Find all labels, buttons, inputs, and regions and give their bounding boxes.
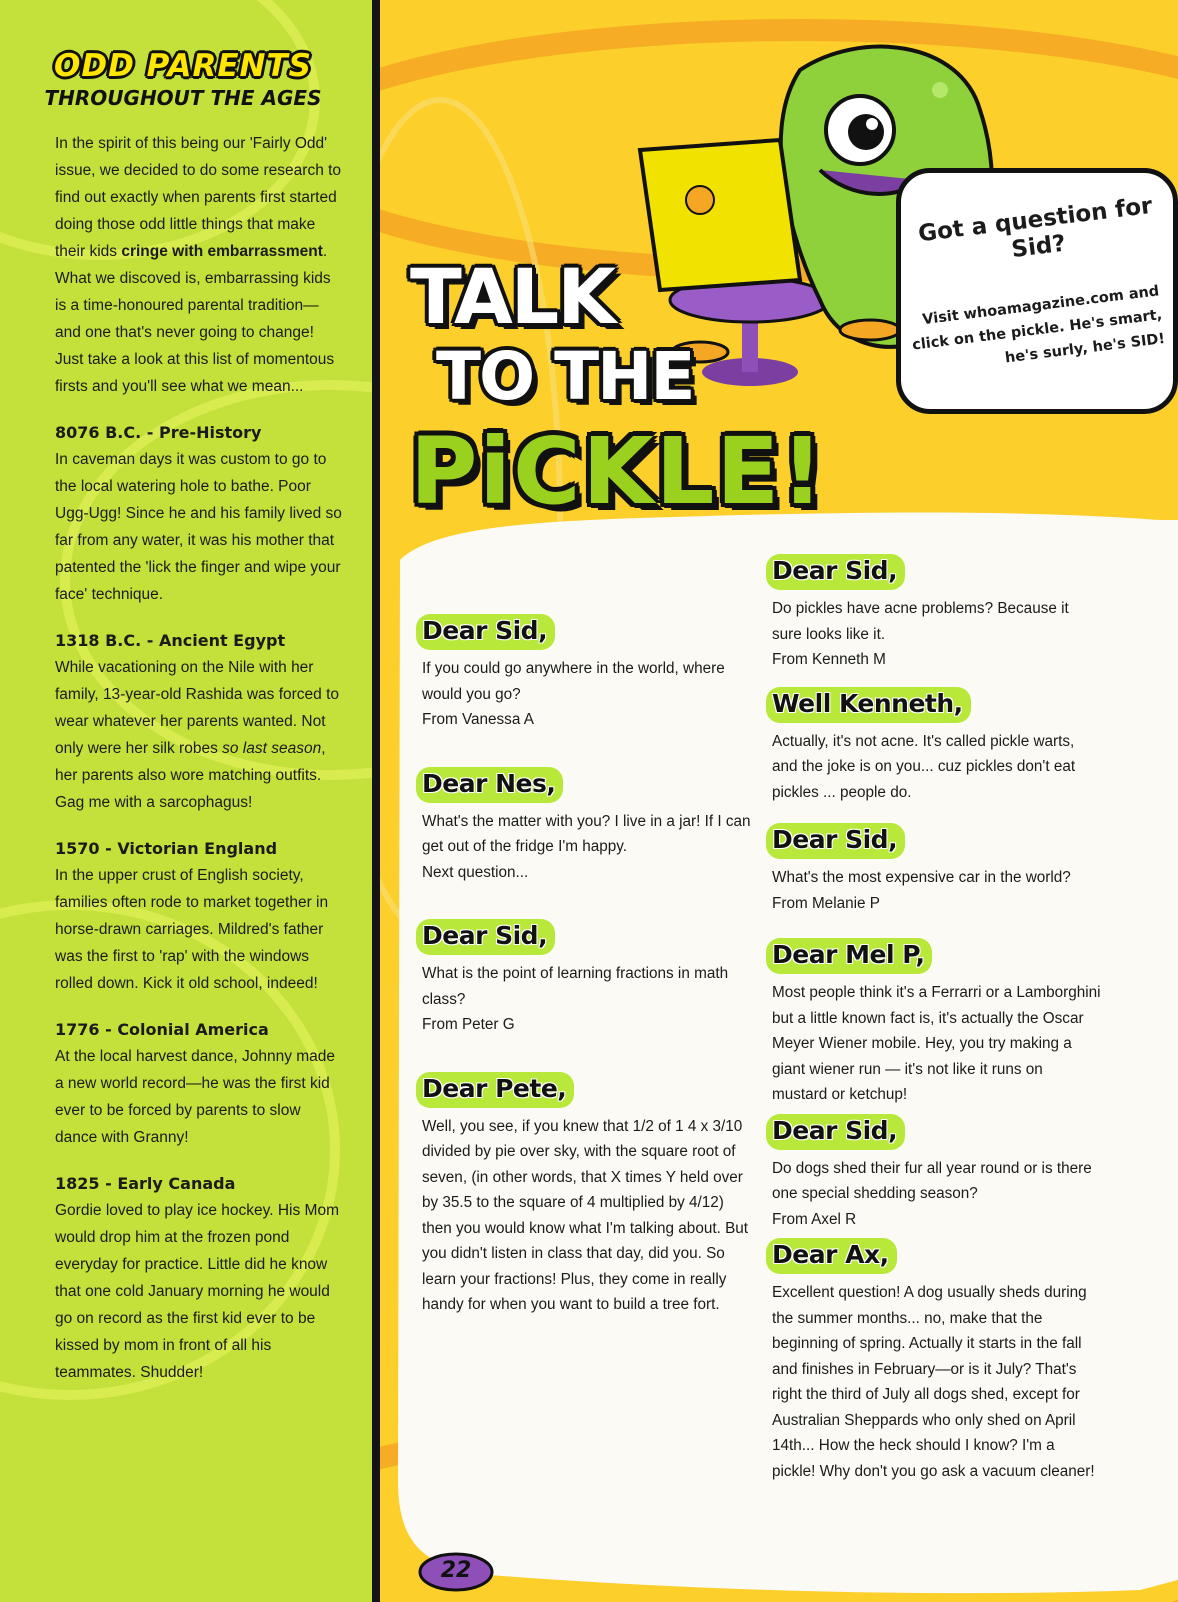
letters-column-right bbox=[772, 554, 1102, 1484]
section-text: While vacationing on the Nile with her family, 13-year-old Rashida was forced to wear whatever her parents wanted. Not only were her silk robes so last season, her parents also wore matching outfits. Gag me with a sarcophagus! bbox=[55, 659, 340, 811]
title-to-the: TO THE bbox=[436, 338, 694, 415]
letter bbox=[772, 1114, 1102, 1233]
letter-salutation: Dear Mel P, bbox=[766, 938, 932, 974]
title-talk: TALK bbox=[410, 252, 615, 341]
letter-salutation: Dear Sid, bbox=[416, 614, 555, 650]
bubble-question: Got a question for Sid? bbox=[916, 192, 1154, 264]
sidebar-odd-parents bbox=[0, 0, 372, 1602]
letter-salutation: Dear Sid, bbox=[766, 823, 905, 859]
letter-text: What's the most expensive car in the world? bbox=[772, 869, 1071, 886]
section-heading: 1318 B.C. - Ancient Egypt bbox=[55, 631, 286, 650]
letters-column-left bbox=[422, 614, 752, 1318]
letter-from: From Melanie P bbox=[772, 894, 880, 912]
letter-text: Most people think it's a Ferrarri or a Lamborghini but a little known fact is, it's actually the Oscar Meyer Wiener mobile. Hey, you try making a giant wiener run — it's not like it runs on mustard or ketchup! bbox=[772, 984, 1101, 1103]
sidebar-intro: In the spirit of this being our 'Fairly Odd' issue, we decided to do some research to find out exactly when parents first started doing those odd little things that make their kids cringe with embarrassment. What we discoved is, embarrassing kids is a time-honoured parental tradition—and one that's never going to change! Just take a look at this list of momentous firsts and you'll see what we mean... bbox=[55, 135, 342, 395]
letter bbox=[422, 614, 752, 733]
section-text: At the local harvest dance, Johnny made a new world record—he was the first kid ever to be forced by parents to slow dance with Granny! bbox=[55, 1048, 336, 1146]
letter-salutation: Dear Pete, bbox=[416, 1072, 574, 1108]
letter bbox=[772, 1238, 1102, 1484]
section-heading: 1570 - Victorian England bbox=[55, 839, 278, 858]
letter-from: From Axel R bbox=[772, 1210, 857, 1228]
section-text: In caveman days it was custom to go to the local watering hole to bathe. Poor Ugg-Ugg! Since he and his family lived so far from any water, it was his mother that patented the 'lick the finger and wipe your face' technique. bbox=[55, 451, 342, 603]
section-text: In the upper crust of English society, families often rode to market together in horse-drawn carriages. Mildred's father was the first to 'rap' with the windows rolled down. Kick it old school, indeed! bbox=[55, 867, 329, 992]
letter bbox=[772, 554, 1102, 673]
sidebar-section bbox=[22, 836, 344, 997]
letter-text: Well, you see, if you knew that 1/2 of 1 4 x 3/10 divided by pie over sky, with the square root of seven, (in other words, that X times Y held over by 35.5 to the square of 4 multiplied by 4/12) then you would know what I'm talking about. But you didn't listen in class that day, did you. So learn your fractions! Plus, they come in really handy for when you want to build a tree fort. bbox=[422, 1117, 749, 1313]
letter-salutation: Dear Sid, bbox=[416, 919, 555, 955]
column-divider bbox=[372, 0, 380, 1602]
section-text: Gordie loved to play ice hockey. His Mom would drop him at the frozen pond everyday for practice. Little did he know that one cold January morning he would go on record as the first kid ever to be kissed by mom in front of all his teammates. Shudder! bbox=[55, 1202, 339, 1381]
letter-salutation: Dear Nes, bbox=[416, 767, 563, 803]
section-heading: 8076 B.C. - Pre-History bbox=[55, 423, 262, 442]
section-heading: 1776 - Colonial America bbox=[55, 1020, 269, 1039]
page-number bbox=[424, 1552, 488, 1592]
letter-text: What's the matter with you? I live in a jar! If I can get out of the fridge I'm happy. bbox=[422, 812, 751, 855]
letter-salutation: Dear Sid, bbox=[766, 1114, 905, 1150]
letter-salutation: Well Kenneth, bbox=[766, 687, 971, 723]
sidebar-section bbox=[22, 1171, 344, 1386]
letter-salutation: Dear Sid, bbox=[766, 554, 905, 590]
letter-from: Next question... bbox=[422, 863, 529, 881]
letter-text: Do dogs shed their fur all year round or is there one special shedding season? bbox=[772, 1159, 1092, 1202]
letter bbox=[772, 823, 1102, 916]
bubble-body: Visit whoamagazine.com and click on the pickle. He's smart, he's surly, he's SID! bbox=[911, 283, 1166, 367]
letter bbox=[422, 1072, 752, 1318]
sidebar-subtitle: THROUGHOUT THE AGES bbox=[44, 86, 322, 110]
letter-salutation: Dear Ax, bbox=[766, 1238, 897, 1274]
letter bbox=[772, 687, 1102, 806]
letter bbox=[422, 919, 752, 1038]
speech-bubble bbox=[896, 168, 1178, 414]
letter-from: From Vanessa A bbox=[422, 711, 534, 728]
talk-to-the-pickle-panel bbox=[380, 0, 1178, 1602]
letter-from: From Kenneth M bbox=[772, 651, 886, 668]
letter-text: Do pickles have acne problems? Because it sure looks like it. bbox=[772, 600, 1069, 643]
letter-text: What is the point of learning fractions in math class? bbox=[422, 965, 729, 1008]
sidebar-title: ODD PARENTS bbox=[54, 48, 312, 84]
section-heading: 1825 - Early Canada bbox=[55, 1174, 236, 1193]
sidebar-section bbox=[22, 628, 344, 816]
page-number-label: 22 bbox=[440, 1558, 472, 1583]
title-pickle: PiCKLE! bbox=[410, 418, 826, 525]
letter-text: If you could go anywhere in the world, where would you go? bbox=[422, 660, 725, 703]
letter-text: Actually, it's not acne. It's called pickle warts, and the joke is on you... cuz pickles don't eat pickles ... people do. bbox=[772, 732, 1076, 801]
sidebar-section bbox=[22, 420, 344, 608]
letter-from: From Peter G bbox=[422, 1016, 515, 1033]
sidebar-section bbox=[22, 1017, 344, 1151]
letter bbox=[772, 938, 1102, 1108]
letter-text: Excellent question! A dog usually sheds during the summer months... no, make that the beginning of spring. Actually it starts in the fall and finishes in February—or is it July? That's right the third of July all dogs shed, except for Australian Sheppards who only shed on April 14th... How the heck should I know? I'm a pickle! Why don't you go ask a vacuum cleaner! bbox=[772, 1284, 1095, 1480]
letter bbox=[422, 767, 752, 886]
